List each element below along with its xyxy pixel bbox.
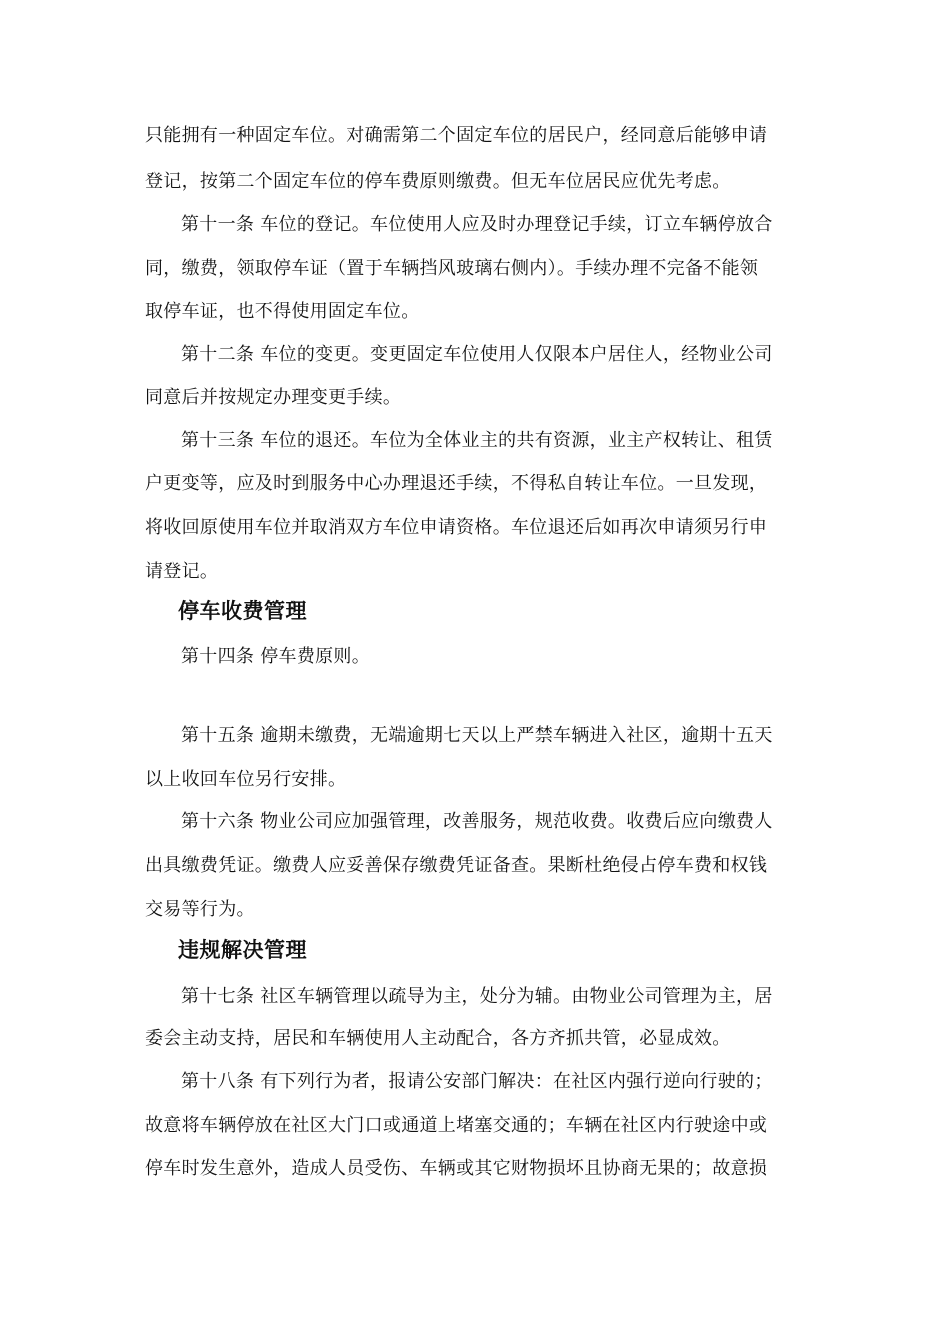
article-17-line: 第十七条 社区车辆管理以疏导为主，处分为辅。由物业公司管理为主，居 bbox=[181, 986, 773, 1007]
text-line: 以上收回车位另行安排。 bbox=[145, 769, 347, 790]
text-line: 同意后并按规定办理变更手续。 bbox=[145, 387, 402, 408]
text-line: 委会主动支持，居民和车辆使用人主动配合，各方齐抓共管，必显成效。 bbox=[145, 1028, 731, 1049]
text-line: 只能拥有一种固定车位。对确需第二个固定车位的居民户，经同意后能够申请 bbox=[145, 125, 768, 146]
article-15-line: 第十五条 逾期未缴费，无端逾期七天以上严禁车辆进入社区，逾期十五天 bbox=[181, 725, 773, 746]
section-heading-violations: 违规解决管理 bbox=[178, 938, 307, 962]
section-heading-parking-fees: 停车收费管理 bbox=[178, 599, 307, 623]
text-line: 同，缴费，领取停车证（置于车辆挡风玻璃右侧内）。手续办理不完备不能领 bbox=[145, 258, 759, 279]
article-16-line: 第十六条 物业公司应加强管理，改善服务，规范收费。收费后应向缴费人 bbox=[181, 811, 773, 832]
text-line: 取停车证，也不得使用固定车位。 bbox=[145, 301, 420, 322]
text-line: 户更变等，应及时到服务中心办理退还手续，不得私自转让车位。一旦发现， bbox=[145, 473, 768, 494]
text-line: 请登记。 bbox=[145, 561, 219, 582]
article-13-line: 第十三条 车位的退还。车位为全体业主的共有资源，业主产权转让、租赁 bbox=[181, 430, 773, 451]
text-line: 停车时发生意外，造成人员受伤、车辆或其它财物损坏且协商无果的；故意损 bbox=[145, 1158, 768, 1179]
text-line: 故意将车辆停放在社区大门口或通道上堵塞交通的；车辆在社区内行驶途中或 bbox=[145, 1115, 768, 1136]
text-line: 交易等行为。 bbox=[145, 899, 255, 920]
article-18-line: 第十八条 有下列行为者，报请公安部门解决：在社区内强行逆向行驶的； bbox=[181, 1071, 773, 1092]
text-line: 将收回原使用车位并取消双方车位申请资格。车位退还后如再次申请须另行申 bbox=[145, 517, 768, 538]
article-11-line: 第十一条 车位的登记。车位使用人应及时办理登记手续，订立车辆停放合 bbox=[181, 214, 773, 235]
article-12-line: 第十二条 车位的变更。变更固定车位使用人仅限本户居住人，经物业公司 bbox=[181, 344, 773, 365]
text-line: 出具缴费凭证。缴费人应妥善保存缴费凭证备查。果断杜绝侵占停车费和权钱 bbox=[145, 855, 768, 876]
text-line: 登记，按第二个固定车位的停车费原则缴费。但无车位居民应优先考虑。 bbox=[145, 171, 731, 192]
article-14-line: 第十四条 停车费原则。 bbox=[181, 646, 371, 667]
